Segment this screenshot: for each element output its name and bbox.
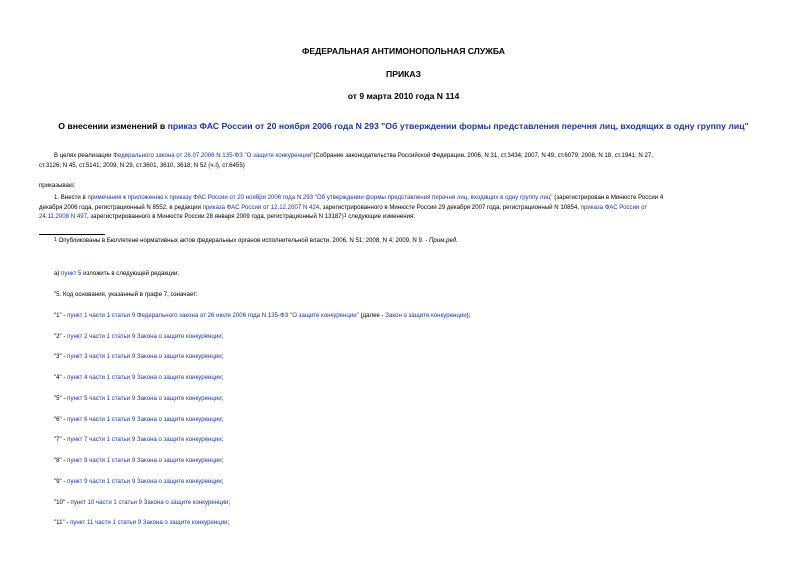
code-basis-link[interactable]: пункт 11 части 1 статьи 9 Закона о защите конкуренции	[70, 519, 228, 526]
code-basis-link[interactable]: пункт 6 части 1 статьи 9 Закона о защите конкуренции	[67, 416, 222, 423]
document-type: ПРИКАЗ	[386, 69, 421, 79]
footnote	[54, 236, 458, 246]
code-basis-link[interactable]: пункт 4 части 1 статьи 9 Закона о защите конкуренции	[67, 374, 222, 381]
order-497-link-part1[interactable]: приказа ФАС России от	[580, 204, 648, 211]
item1-text-c: (зарегистрирован в Минюсте России 4	[552, 194, 664, 201]
code-list-item	[54, 477, 223, 487]
sub-a-suffix: изложить в следующей редакции:	[81, 270, 179, 277]
code-value: "10" -	[54, 499, 71, 506]
code-value: "2" -	[54, 333, 68, 340]
code-end-punct: ;	[221, 478, 224, 485]
code-basis-link[interactable]: пункт 3 части 1 статьи 9 Закона о защите конкуренции	[67, 353, 222, 360]
code-list-item	[54, 498, 230, 508]
code-list-item	[54, 415, 223, 425]
document-date-number: от 9 марта 2010 года N 114	[347, 91, 460, 101]
code-end-punct: );	[466, 312, 471, 319]
code-value: "4" -	[54, 374, 68, 381]
code-value: "8" -	[54, 457, 68, 464]
code-basis-link[interactable]: пункт 5 части 1 статьи 9 Закона о защите конкуренции	[67, 395, 222, 402]
title-link[interactable]: приказ ФАС России от 20 ноября 2006 года N 293 "Об утверждении формы представления перечня лиц, входящих в одну группу лиц"	[167, 121, 749, 131]
code-value: "7" -	[54, 436, 68, 443]
code-value: "11" -	[54, 519, 71, 526]
preamble-line-1	[54, 151, 653, 161]
preamble-suffix: (Собрание законодательства Российской Федерации, 2006, N 31, ст.3434; 2007, N 49, ст.6079; 2008, N 18, ст.1941; N 27,	[313, 152, 653, 159]
code-list-item	[54, 435, 223, 445]
editor-note: Прим.ред.	[429, 237, 458, 244]
item1-text-a: 1. Внести в	[54, 194, 88, 201]
code-basis-link[interactable]: пункт 2 части 1 статьи 9 Закона о защите конкуренции	[67, 333, 222, 340]
item1-line-1	[54, 193, 663, 203]
item1-text-b: к	[121, 194, 128, 201]
code-list-item	[54, 352, 223, 362]
code-list-item	[54, 373, 223, 383]
code-end-punct: ;	[221, 395, 224, 402]
document-title	[20, 121, 787, 132]
code-list-item	[54, 518, 229, 528]
code-end-punct: ;	[228, 499, 231, 506]
code-end-punct: ;	[221, 353, 224, 360]
footnote-mark: 1	[54, 237, 57, 243]
code-value: "9" -	[54, 478, 68, 485]
footnote-text: Опубликованы в Бюллетене нормативных актов федеральных органов исполнительной власти, 2006, N 51; 2008, N 4; 2009, N 9. -	[56, 237, 430, 244]
code-end-punct: ;	[227, 519, 230, 526]
point-5-link[interactable]: пункт 5	[61, 270, 82, 277]
preamble-line-2: ст.3126; N 45, ст.5141; 2009, N 29, ст.3601, 3610, 3618; N 52 (ч.I), ст.6455)	[39, 162, 245, 169]
competition-law-link[interactable]: Закон о защите конкуренции	[385, 312, 467, 319]
code-basis-link[interactable]: пункт 10 части 1 статьи 9 Закона о защите конкуренции	[70, 499, 229, 506]
code-end-punct: ;	[221, 436, 224, 443]
order-424-link[interactable]: приказа ФАС России от 12.12.2007 N 424	[202, 204, 320, 211]
point5-text: "5. Код основания, указанный в графе 7, означает:	[54, 291, 198, 298]
code-basis-link[interactable]: пункт 1 части 1 статьи 9 Федерального закона от 26 июля 2006 года N 135-ФЗ "О защите конкуренции"	[67, 312, 359, 319]
code-end-punct: ;	[221, 333, 224, 340]
sub-a-prefix: а)	[54, 270, 62, 277]
code-basis-link[interactable]: пункт 9 части 1 статьи 9 Закона о защите конкуренции	[67, 478, 222, 485]
code-end-punct: ;	[221, 374, 224, 381]
code-list-item	[54, 332, 223, 342]
code-basis-link[interactable]: пункт 7 части 1 статьи 9 Закона о защите конкуренции	[67, 436, 222, 443]
code-list-item	[54, 456, 223, 466]
law-135-link[interactable]: Федерального закона от 26.07.2006 N 135-ФЗ "О защите конкуренции"	[113, 152, 314, 159]
sub-item-a	[54, 269, 179, 279]
item1-text-e: , зарегистрированного в Минюсте России 29 декабря 2007 года, регистрационный N 10854,	[319, 204, 581, 211]
agency-name: ФЕДЕРАЛЬНАЯ АНТИМОНОПОЛЬНАЯ СЛУЖБА	[302, 46, 505, 56]
footnote-ref: 1	[343, 213, 347, 219]
footnote-divider	[39, 234, 105, 235]
notes-link[interactable]: примечания	[87, 194, 122, 201]
code-value: "5" -	[54, 395, 68, 402]
item1-line-3	[39, 212, 415, 222]
appendix-link[interactable]: приложению к приказу ФАС России от 20 ноября 2006 года N 293 "Об утверждении формы представления перечня лиц, входящих в одну группу лиц"	[127, 194, 553, 201]
code-value: "6" -	[54, 416, 68, 423]
code-end-punct: ;	[221, 457, 224, 464]
code-list-item	[54, 311, 470, 321]
code-value: "3" -	[54, 353, 68, 360]
code-end-punct: ;	[221, 416, 224, 423]
item1-text-d: декабря 2006 года, регистрационный N 8552, в редакции	[39, 204, 203, 211]
order-word: приказываю:	[39, 182, 76, 189]
title-prefix: О внесении изменений в	[58, 121, 168, 131]
item1-text-g: следующие изменения:	[346, 213, 416, 220]
preamble-prefix: В целях реализации	[54, 152, 114, 159]
order-497-link-part2[interactable]: 24.11.2008 N 497	[39, 213, 87, 220]
code-basis-link[interactable]: пункт 8 части 1 статьи 9 Закона о защите конкуренции	[67, 457, 222, 464]
code-value: "1" -	[54, 312, 68, 319]
code-mid-text: (далее -	[358, 312, 386, 319]
item1-text-f: , зарегистрированного в Минюсте России 28 января 2009 года, регистрационный N 13187)	[87, 213, 344, 220]
code-list-item	[54, 394, 223, 404]
